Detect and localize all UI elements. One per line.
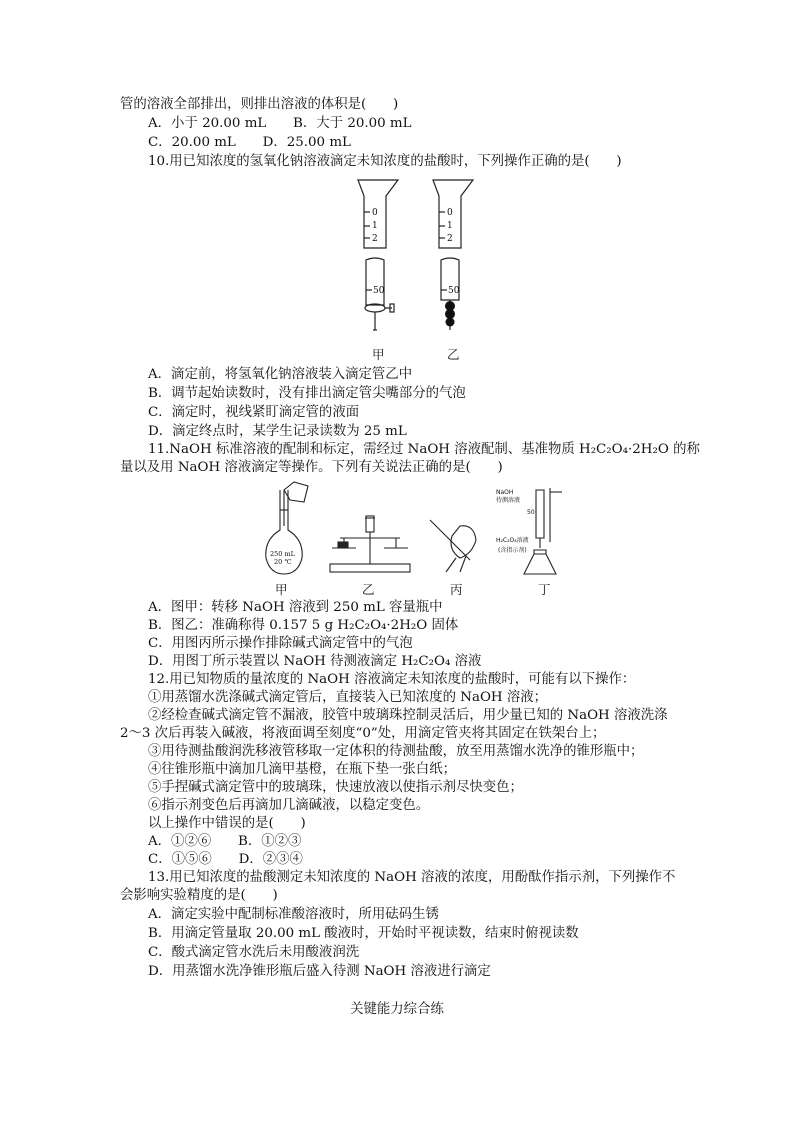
q11-cap-jia: 甲: [275, 582, 288, 597]
q12-step-5: ⑤手捏碱式滴定管中的玻璃珠，快速放液以使指示剂尽快变色；: [148, 780, 523, 795]
titration-setup: [524, 488, 562, 574]
burette-jia: [358, 180, 398, 330]
q11-apparatus-figure: [260, 480, 580, 580]
balance: [330, 516, 410, 572]
q10-option-b: B．调节起始读数时，没有排出滴定管尖嘴部分的气泡: [148, 386, 466, 401]
q11-cap-yi: 乙: [362, 582, 375, 597]
q12-options-ab: A．①②⑥ B．①②③: [148, 834, 302, 849]
q13-option-b: B．用滴定管量取 20.00 mL 酸液时，开始时平视读数，结束时俯视读数: [148, 926, 579, 941]
q12-stem: 12.用已知物质的量浓度的 NaOH 溶液滴定未知浓度的盐酸时，可能有以下操作：: [148, 672, 636, 687]
yi-scale-1: 1: [447, 221, 453, 231]
q10-label-jia: 甲: [372, 347, 385, 362]
q9-options-cd: C．20.00 mL D．25.00 mL: [148, 135, 351, 150]
q12-question: 以上操作中错误的是( ): [148, 816, 306, 831]
section-heading: 关键能力综合练: [350, 1002, 444, 1017]
yi-scale-2: 2: [447, 234, 453, 244]
q11-stem-1: 11.NaOH 标准溶液的配制和标定，需经过 NaOH 溶液配制、基准物质 H₂C₂O₄·2H₂O 的称: [148, 442, 700, 457]
burette-scale-50: 50: [527, 509, 535, 516]
q11-cap-ding: 丁: [538, 582, 551, 597]
q12-step-4: ④往锥形瓶中滴加几滴甲基橙，在瓶下垫一张白纸；: [148, 762, 456, 777]
q12-step-2b: 2～3 次后再装入碱液，将液面调至刻度“0”处，用滴定管夹将其固定在铁架台上；: [120, 726, 606, 741]
q11-cap-bing: 丙: [450, 582, 463, 597]
beaker-solution-label: H₂C₂O₄溶液: [496, 537, 529, 544]
q10-option-d: D．滴定终点时，某学生记录读数为 25 mL: [148, 424, 407, 439]
q10-stem: 10.用已知浓度的氢氧化钠溶液滴定未知浓度的盐酸时，下列操作正确的是( ): [148, 154, 622, 169]
q12-step-1: ①用蒸馏水洗涤碱式滴定管后，直接装入已知浓度的 NaOH 溶液；: [148, 690, 548, 705]
q13-stem-1: 13.用已知浓度的盐酸测定未知浓度的 NaOH 溶液的浓度，用酚酞作指示剂，下列操作不: [148, 870, 676, 885]
jia-scale-2: 2: [372, 234, 378, 244]
q10-option-a: A．滴定前，将氢氧化钠溶液装入滴定管乙中: [148, 367, 413, 382]
yi-scale-0: 0: [447, 208, 453, 218]
q10-label-yi: 乙: [447, 347, 460, 362]
q11-stem-2: 量以及用 NaOH 溶液滴定等操作。下列有关说法正确的是( ): [120, 460, 503, 475]
q11-option-d: D．用图丁所示装置以 NaOH 待测液滴定 H₂C₂O₄ 溶液: [148, 654, 482, 669]
q10-option-c: C．滴定时，视线紧盯滴定管的液面: [148, 405, 360, 420]
q9-options-ab: A．小于 20.00 mL B．大于 20.00 mL: [148, 116, 412, 131]
jia-scale-0: 0: [372, 208, 378, 218]
yi-scale-50: 50: [448, 286, 460, 296]
hand-bubble-removal: [430, 520, 476, 572]
q9-stem-end: 管的溶液全部排出，则排出溶液的体积是( ): [120, 97, 399, 112]
q12-step-3: ③用待测盐酸润洗移液管移取一定体积的待测盐酸，放至用蒸馏水洗净的锥形瓶中；: [148, 744, 644, 759]
q11-option-a: A．图甲：转移 NaOH 溶液到 250 mL 容量瓶中: [148, 600, 443, 615]
q12-options-cd: C．①⑤⑥ D．②③④: [148, 852, 303, 867]
q12-step-6: ⑥指示剂变色后再滴加几滴碱液，以稳定变色。: [148, 798, 430, 813]
flask-temp-label: 20 ℃: [274, 558, 292, 566]
q11-option-c: C．用图丙所示操作排除碱式滴定管中的气泡: [148, 636, 413, 651]
q12-step-2a: ②经检查碱式滴定管不漏液，胶管中玻璃珠控制灵活后，用少量已知的 NaOH 溶液洗涤: [148, 708, 668, 723]
beaker-indicator-label: (含指示剂): [498, 547, 527, 554]
flask-volume-label: 250 mL: [270, 550, 295, 558]
burette-yi-beads: [445, 301, 455, 327]
q11-option-b: B．图乙：准确称得 0.157 5 g H₂C₂O₄·2H₂O 固体: [148, 618, 459, 633]
burette-test-label: 待测溶液: [496, 497, 521, 504]
q13-option-a: A．滴定实验中配制标准酸溶液时，所用砝码生锈: [148, 907, 439, 922]
q13-stem-2: 会影响实验精度的是( ): [120, 888, 278, 903]
jia-scale-50: 50: [373, 286, 385, 296]
burette-naoh-label: NaOH: [496, 489, 514, 496]
q10-burette-figure: [350, 170, 510, 360]
q13-option-c: C．酸式滴定管水洗后未用酸液润洗: [148, 945, 360, 960]
jia-scale-1: 1: [372, 221, 378, 231]
q13-option-d: D．用蒸馏水洗净锥形瓶后盛入待测 NaOH 溶液进行滴定: [148, 964, 491, 979]
